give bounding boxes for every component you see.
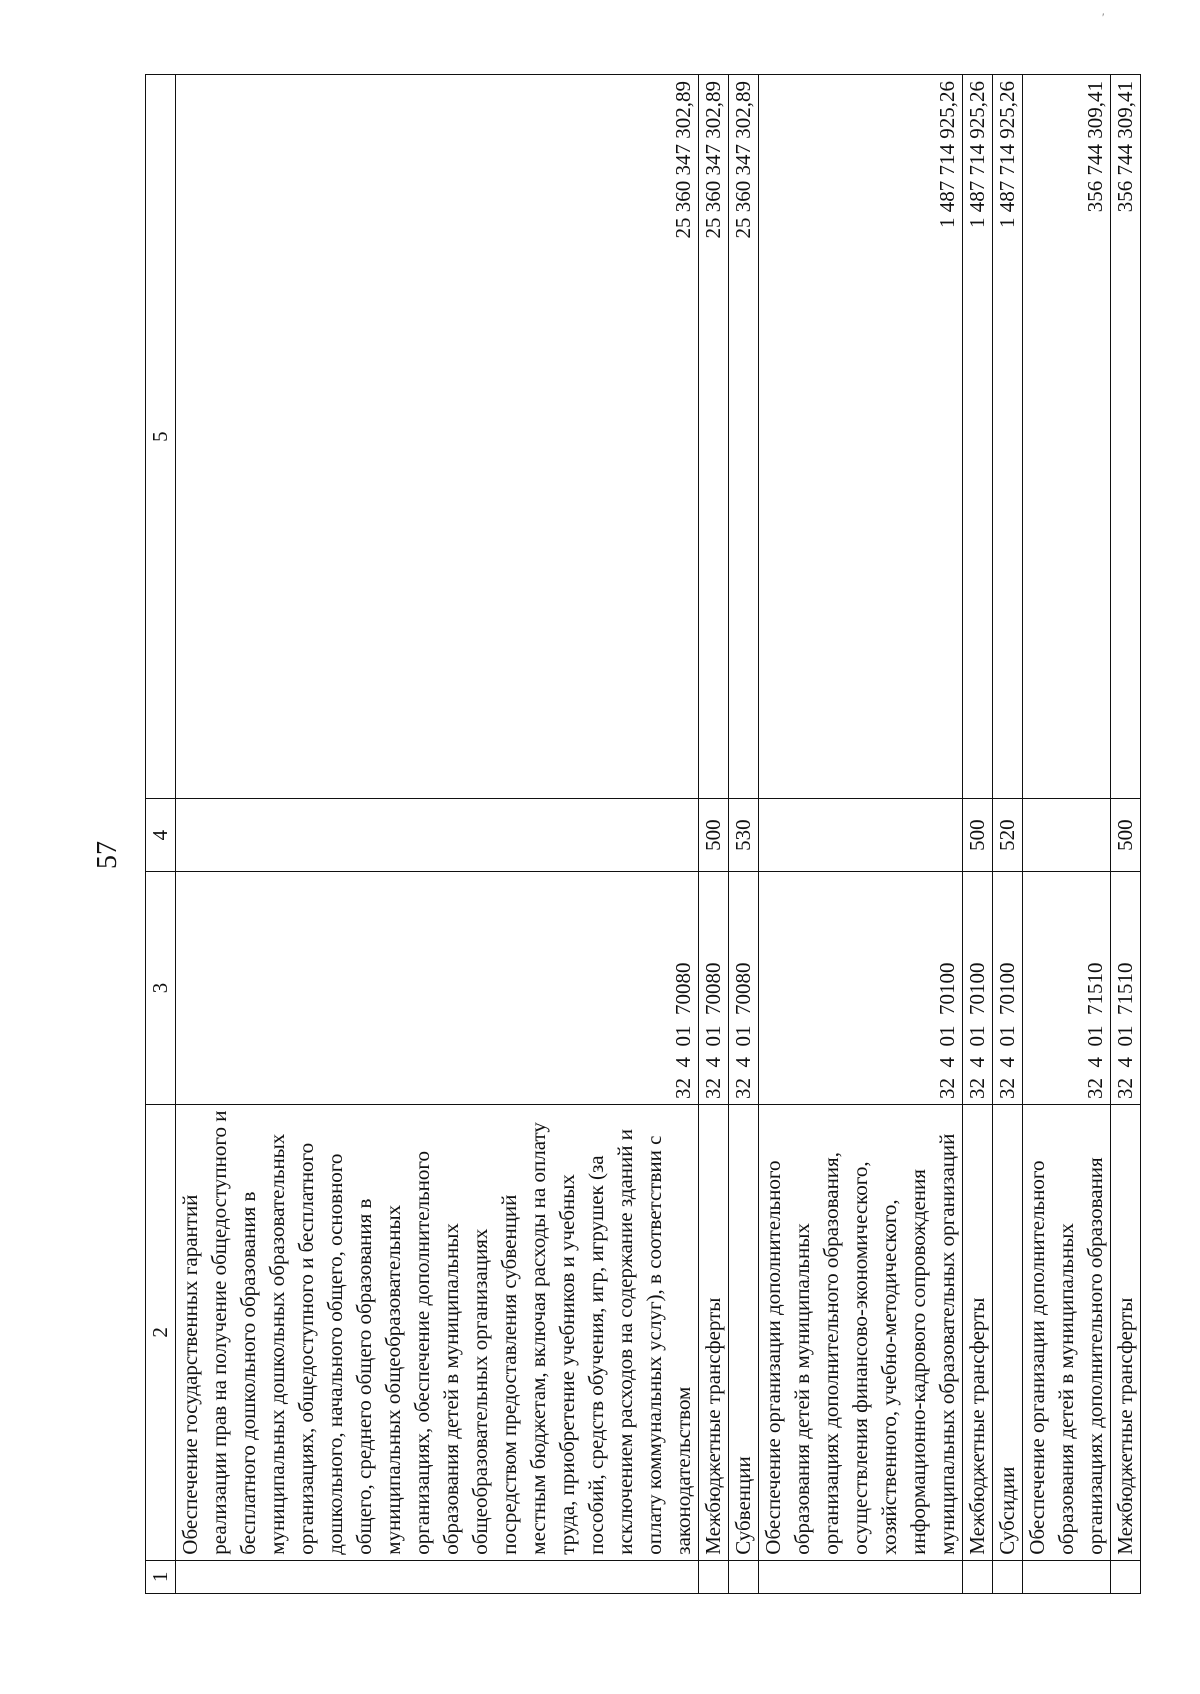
table-row: [1023, 75, 1111, 1594]
row-description: Межбюджетные трансферты: [699, 1105, 729, 1561]
scan-speck: ′: [1102, 10, 1105, 24]
row-expense-type: [1023, 799, 1111, 872]
row-description: Субвенции: [729, 1105, 759, 1561]
row-target-code: 32 4 01 71510: [1023, 871, 1111, 1104]
row-expense-type: [176, 799, 699, 872]
row-number: [699, 1560, 729, 1593]
row-target-code: 32 4 01 70100: [759, 871, 963, 1104]
row-amount: 356 744 309,41: [1023, 75, 1111, 799]
page-number: 57: [92, 841, 123, 869]
table-sheet: [145, 74, 1137, 1594]
row-number: [1023, 1560, 1111, 1593]
row-number: [729, 1560, 759, 1593]
row-number: [963, 1560, 993, 1593]
row-description: Межбюджетные трансферты: [963, 1105, 993, 1561]
table-row: [759, 75, 963, 1594]
rotated-table-stage: [145, 74, 1137, 1594]
row-target-code: 32 4 01 70100: [963, 871, 993, 1104]
header-col-4: 4: [146, 799, 176, 872]
header-col-2: 2: [146, 1105, 176, 1561]
row-number: [1111, 1560, 1141, 1593]
row-target-code: 32 4 01 70080: [699, 871, 729, 1104]
header-col-3: 3: [146, 871, 176, 1104]
row-number: [993, 1560, 1023, 1593]
row-amount: 25 360 347 302,89: [729, 75, 759, 799]
row-target-code: 32 4 01 70080: [729, 871, 759, 1104]
row-amount: 1 487 714 925,26: [759, 75, 963, 799]
row-expense-type: 530: [729, 799, 759, 872]
table-row: [729, 75, 759, 1594]
row-amount: 356 744 309,41: [1111, 75, 1141, 799]
table-row: [699, 75, 729, 1594]
header-col-1: 1: [146, 1560, 176, 1593]
budget-table: [145, 74, 1141, 1594]
header-col-5: 5: [146, 75, 176, 799]
row-expense-type: 500: [699, 799, 729, 872]
row-amount: 25 360 347 302,89: [699, 75, 729, 799]
row-target-code: 32 4 01 70100: [993, 871, 1023, 1104]
table-row: [963, 75, 993, 1594]
row-description: Субсидии: [993, 1105, 1023, 1561]
row-target-code: 32 4 01 71510: [1111, 871, 1141, 1104]
row-description: Межбюджетные трансферты: [1111, 1105, 1141, 1561]
row-number: [759, 1560, 963, 1593]
table-row: [1111, 75, 1141, 1594]
table-row: [176, 75, 699, 1594]
row-description: Обеспечение организации дополнительного образования детей в муниципальных организациях дополнительного образования: [1023, 1105, 1111, 1561]
row-amount: 1 487 714 925,26: [993, 75, 1023, 799]
row-description: Обеспечение государственных гарантий реализации прав на получение общедоступного и бесплатного дошкольного образования в муниципальных дошкольных образовательных организациях, общедоступного и бесплатного дошкольного, начального общего, основного общего, среднего общего образования в муниципальных общеобразовательных организациях, обеспечение дополнительного образования детей в муниципальных общеобразовательных организациях посредством предоставления субвенций местным бюджетам, включая расходы на оплату труда, приобретение учебников и учебных пособий, средств обучения, игр, игрушек (за исключением расходов на содержание зданий и оплату коммунальных услуг), в соответствии с законодательством: [176, 1105, 699, 1561]
row-expense-type: 520: [993, 799, 1023, 872]
row-amount: 25 360 347 302,89: [176, 75, 699, 799]
row-number: [176, 1560, 699, 1593]
row-amount: 1 487 714 925,26: [963, 75, 993, 799]
row-expense-type: 500: [1111, 799, 1141, 872]
row-expense-type: [759, 799, 963, 872]
row-description: Обеспечение организации дополнительного образования детей в муниципальных организациях дополнительного образования, осуществления финансово-экономического, хозяйственного, учебно-методического, информационно-кадрового сопровождения муниципальных образовательных организаций: [759, 1105, 963, 1561]
table-row: [993, 75, 1023, 1594]
row-target-code: 32 4 01 70080: [176, 871, 699, 1104]
row-expense-type: 500: [963, 799, 993, 872]
table-header-row: [146, 75, 176, 1594]
